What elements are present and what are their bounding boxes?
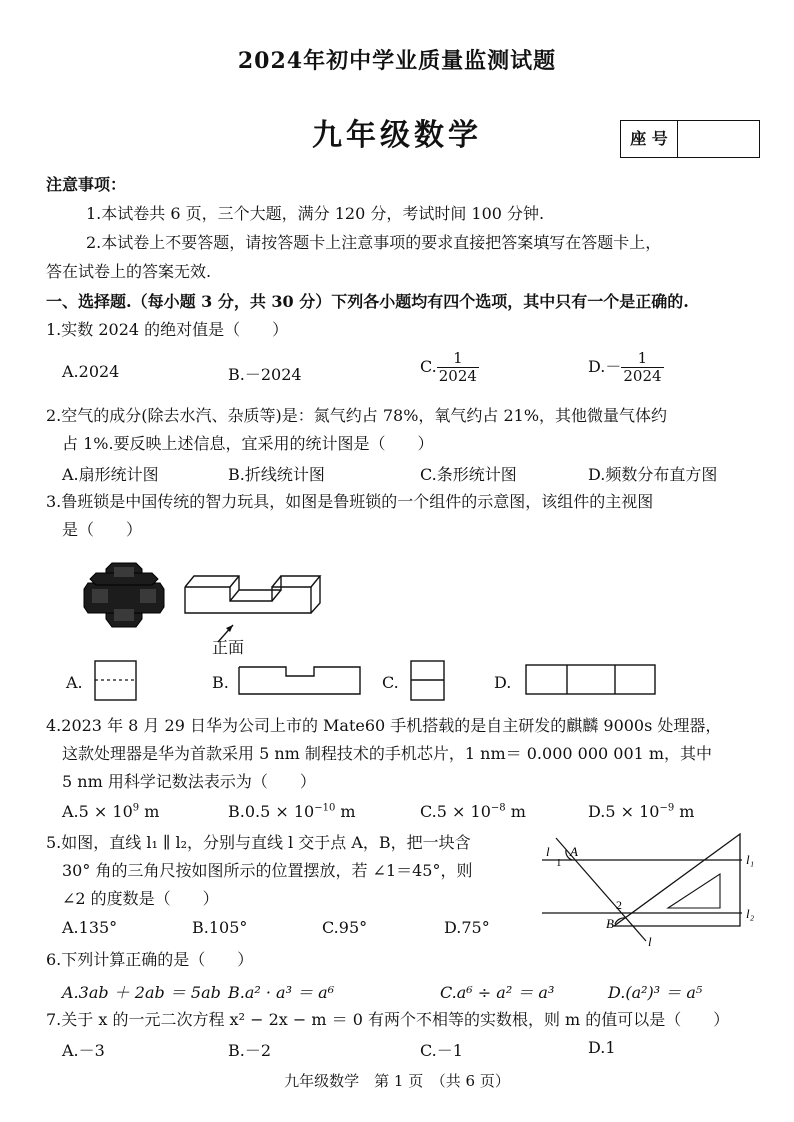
q2-option-c: C.条形统计图 (420, 465, 517, 484)
q1-stem: 1.实数 2024 的绝对值是（ ） (46, 320, 289, 339)
q1-c-numerator: 1 (437, 350, 479, 368)
q4-a-unit: m (139, 802, 160, 821)
q3-option-d-figure (525, 664, 657, 696)
fig-label-B: B (606, 916, 614, 931)
q4-a-base: A.5 × 10 (62, 802, 133, 821)
q7-option-b: B.－2 (228, 1041, 272, 1060)
q4-c-base: C.5 × 10 (420, 802, 491, 821)
q3-line-2: 是（ ） (62, 520, 143, 539)
q2-option-d: D.频数分布直方图 (588, 465, 718, 484)
q2-option-a: A.扇形统计图 (62, 465, 159, 484)
q5-line-2: 30° 角的三角尺按如图所示的位置摆放，若 ∠1＝45°，则 (62, 861, 473, 880)
q3-front-label: 正面 (212, 638, 245, 657)
q4-c-exp: −8 (490, 802, 506, 814)
q7-option-d: D.1 (588, 1038, 616, 1057)
q1-option-c-prefix: C. (420, 357, 437, 376)
exam-title: 2024年初中学业质量监测试题 (237, 48, 557, 74)
q7-stem: 7.关于 x 的一元二次方程 x² − 2x − m ＝ 0 有两个不相等的实数根，则 m 的值可以是（ ） (46, 1010, 730, 1029)
q6-option-b: B.a² · a³ ＝ a⁶ (228, 983, 335, 1002)
note-item-2-cont: 答在试卷上的答案无效. (46, 262, 212, 281)
section-heading: 一、选择题.（每小题 3 分，共 30 分）下列各小题均有四个选项，其中只有一个是正确的. (46, 292, 689, 311)
q3-option-a-figure (94, 660, 138, 702)
q1-d-numerator: 1 (621, 350, 663, 368)
fig-label-l1: l₁ (746, 852, 755, 867)
q3-option-a: A. (66, 673, 83, 692)
q4-b-base: B.0.5 × 10 (228, 802, 315, 821)
q4-option-a (62, 802, 159, 821)
luban-lock-photo (82, 555, 166, 635)
q3-option-c-figure (410, 660, 446, 702)
q3-option-d: D. (494, 673, 512, 692)
q4-c-unit: m (505, 802, 526, 821)
q4-line-3: 5 nm 用科学记数法表示为（ ） (62, 772, 316, 791)
q6-stem: 6.下列计算正确的是（ ） (46, 950, 254, 969)
q1-d-denominator: 2024 (623, 367, 662, 385)
q3-option-b-figure (238, 666, 362, 696)
q5-option-b: B.105° (192, 918, 248, 937)
q2-line-2: 占 1%.要反映上述信息，宜采用的统计图是（ ） (62, 434, 434, 453)
q5-figure (540, 832, 766, 952)
q5-option-c: C.95° (322, 918, 368, 937)
component-drawing (182, 568, 322, 658)
q5-line-3: ∠2 的度数是（ ） (62, 889, 219, 908)
q4-d-unit: m (674, 802, 695, 821)
note-item-1: 1.本试卷共 6 页，三个大题，满分 120 分，考试时间 100 分钟. (86, 204, 545, 223)
q6-option-a: A.3ab ＋ 2ab ＝ 5ab (62, 983, 221, 1002)
q2-line-1: 2.空气的成分(除去水汽、杂质等)是：氮气约占 78%，氧气约占 21%，其他微量气体约 (46, 406, 668, 425)
fig-label-angle-1: 1 (556, 857, 562, 869)
q7-option-a: A.－3 (62, 1041, 105, 1060)
q4-line-2: 这款处理器是华为首款采用 5 nm 制程技术的手机芯片，1 nm＝ 0.000 000 001 m，其中 (62, 744, 713, 763)
q4-a-exp: 9 (132, 802, 140, 814)
page-footer: 九年级数学 第 1 页 （共 6 页） (284, 1072, 510, 1090)
q4-b-unit: m (335, 802, 356, 821)
q5-option-a: A.135° (62, 918, 118, 937)
fig-label-l: l (546, 844, 550, 859)
q2-option-b: B.折线统计图 (228, 465, 325, 484)
q3-line-1: 3.鲁班锁是中国传统的智力玩具，如图是鲁班锁的一个组件的示意图，该组件的主视图 (46, 492, 654, 511)
q7-option-c: C.－1 (420, 1041, 463, 1060)
q3-option-c: C. (382, 673, 399, 692)
q5-line-1: 5.如图，直线 l₁ ∥ l₂，分别与直线 l 交于点 A，B，把一块含 (46, 833, 471, 852)
q1-option-d (588, 350, 664, 385)
q1-option-a: A.2024 (62, 362, 120, 381)
q4-d-base: D.5 × 10 (588, 802, 660, 821)
q6-option-d: D.(a²)³ ＝ a⁵ (608, 983, 703, 1002)
fig-label-A: A (570, 844, 578, 859)
notes-heading: 注意事项： (46, 175, 127, 194)
q4-b-exp: −10 (314, 802, 336, 814)
q4-option-b (228, 802, 356, 821)
q5-option-d: D.75° (444, 918, 490, 937)
note-item-2: 2.本试卷上不要答题，请按答题卡上注意事项的要求直接把答案填写在答题卡上， (86, 233, 662, 252)
seat-label: 座 号 (621, 121, 678, 157)
q4-option-c (420, 802, 526, 821)
fig-label-l2: l₂ (746, 906, 755, 921)
q4-option-d (588, 802, 694, 821)
q1-option-b: B.－2024 (228, 365, 302, 384)
q1-option-c (420, 350, 479, 385)
q6-option-c: C.a⁶ ÷ a² ＝ a³ (440, 983, 555, 1002)
seat-number-box[interactable] (620, 120, 760, 158)
q4-line-1: 4.2023 年 8 月 29 日华为公司上市的 Mate60 手机搭载的是自主研发的麒麟 9000s 处理器， (46, 716, 722, 735)
subject-title: 九年级数学 (312, 118, 482, 153)
fig-label-l-bottom: l (648, 934, 652, 949)
q4-d-exp: −9 (659, 802, 675, 814)
fig-label-angle-2: 2 (616, 898, 622, 912)
q3-option-b: B. (212, 673, 229, 692)
q1-option-d-prefix: D.－ (588, 357, 622, 376)
q1-c-denominator: 2024 (438, 367, 477, 385)
